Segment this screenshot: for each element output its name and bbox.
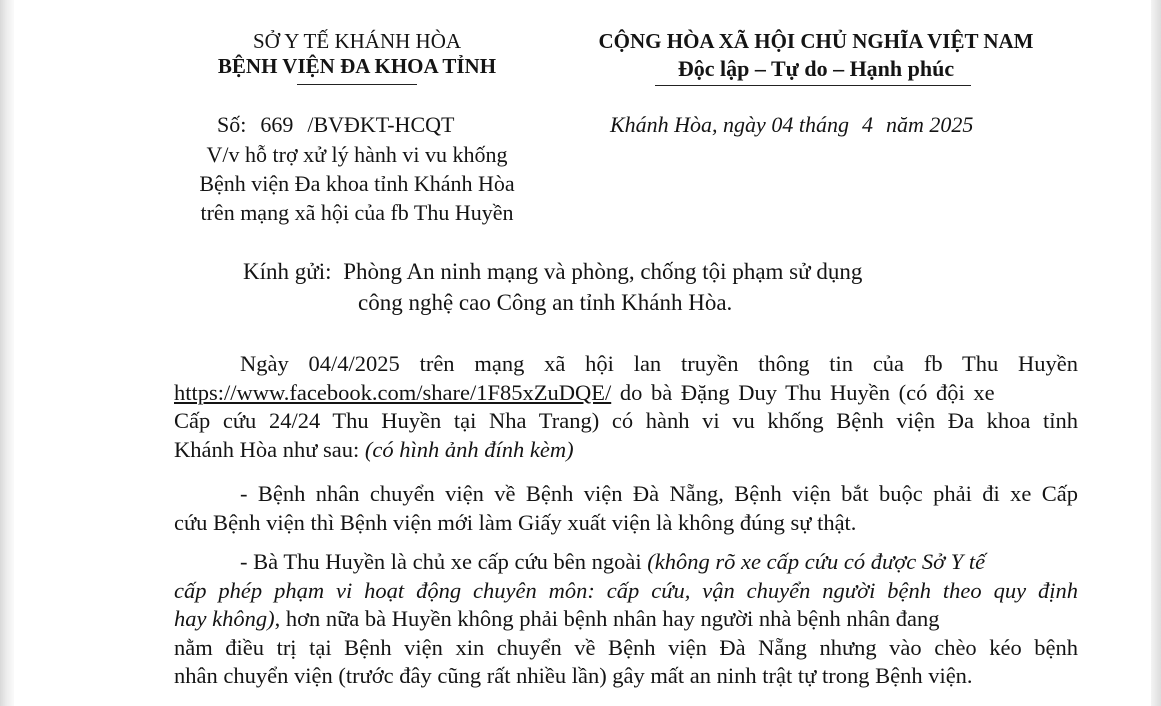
paragraph-claim-2	[174, 548, 1078, 691]
paragraph-line: nhân chuyển viện (trước đây cũng rất nhiều lần) gây mất an ninh trật tự trong Bệnh viện.	[174, 663, 973, 688]
recipient-line-2: công nghệ cao Công an tỉnh Khánh Hòa.	[358, 290, 733, 315]
motto-underline	[655, 85, 971, 86]
paragraph-line: - Bệnh nhân chuyển viện về Bệnh viện Đà Nẵng, Bệnh viện bắt buộc phải đi xe Cấp	[240, 481, 1078, 506]
paragraph-italic-text: hay không)	[174, 606, 275, 631]
facebook-post-link[interactable]: https://www.facebook.com/share/1F85xZuDQE/	[174, 379, 612, 405]
nation-title: CỘNG HÒA XÃ HỘI CHỦ NGHĨA VIỆT NAM	[598, 29, 1034, 53]
place-date-prefix: Khánh Hòa, ngày	[610, 112, 766, 137]
date-month: 4	[861, 112, 873, 137]
agency-name: SỞ Y TẾ KHÁNH HÒA	[252, 29, 462, 53]
page-left-edge-shadow	[0, 0, 14, 706]
paragraph-incident	[174, 350, 1078, 464]
date-year-label: năm	[885, 112, 924, 137]
paragraph-text: do bà Đặng Duy Thu Huyền (có đội xe	[611, 379, 995, 405]
attachment-note: (có hình ảnh đính kèm)	[364, 436, 574, 462]
paragraph-claim-1	[174, 480, 1078, 537]
paragraph-line: cấp phép phạm vi hoạt động chuyên môn: cấp cứu, vận chuyển người bệnh theo quy định	[174, 577, 1078, 603]
paragraph-line	[174, 605, 1078, 634]
paragraph-line	[174, 548, 1078, 577]
recipient-name-1: Phòng An ninh mạng và phòng, chống tội phạm sử dụng	[343, 259, 863, 284]
paragraph-line	[174, 379, 1078, 408]
paragraph-text: , hơn nữa bà Huyền không phải bệnh nhân hay người nhà bệnh nhân đang	[274, 606, 940, 631]
unit-name: BỆNH VIỆN ĐA KHOA TỈNH	[217, 54, 497, 78]
paragraph-italic-text: (không rõ xe cấp cứu có được Sở Y tế	[647, 549, 986, 574]
paragraph-line	[174, 436, 1078, 465]
paragraph-line: Cấp cứu 24/24 Thu Huyền tại Nha Trang) có hành vi vu khống Bệnh viện Đa khoa tỉnh	[174, 408, 1078, 433]
paragraph-text: Khánh Hòa như sau:	[174, 436, 365, 462]
document-page	[14, 0, 1151, 706]
national-motto: Độc lập – Tự do – Hạnh phúc	[677, 56, 955, 81]
place-and-date	[610, 112, 973, 138]
subject-line-2: Bệnh viện Đa khoa tỉnh Khánh Hòa	[199, 171, 515, 196]
paragraph-line: Ngày 04/4/2025 trên mạng xã hội lan truyền thông tin của fb Thu Huyền	[240, 351, 1078, 376]
date-day: 04	[771, 112, 794, 137]
number-label: Số:	[217, 112, 247, 137]
number-suffix: /BVĐKT-HCQT	[307, 112, 455, 137]
paragraph-line: nằm điều trị tại Bệnh viện xin chuyển về Bệnh viện Đà Nẵng nhưng vào chèo kéo bệnh	[174, 634, 1078, 660]
document-number	[217, 112, 454, 138]
paragraph-text: - Bà Thu Huyền là chủ xe cấp cứu bên ngoài	[240, 549, 648, 574]
subject-line-3: trên mạng xã hội của fb Thu Huyền	[200, 200, 514, 225]
date-month-label: tháng	[798, 112, 849, 137]
number-value: 669	[260, 112, 294, 137]
recipient-label: Kính gửi:	[243, 259, 332, 284]
unit-underline	[297, 84, 417, 85]
page-right-edge-shadow	[1151, 0, 1161, 706]
paragraph-line: cứu Bệnh viện thì Bệnh viện mới làm Giấy xuất viện là không đúng sự thật.	[174, 509, 857, 535]
recipient-line-1	[243, 259, 862, 285]
subject-line-1: V/v hỗ trợ xử lý hành vi vu khống	[206, 142, 508, 167]
date-year: 2025	[929, 112, 974, 137]
